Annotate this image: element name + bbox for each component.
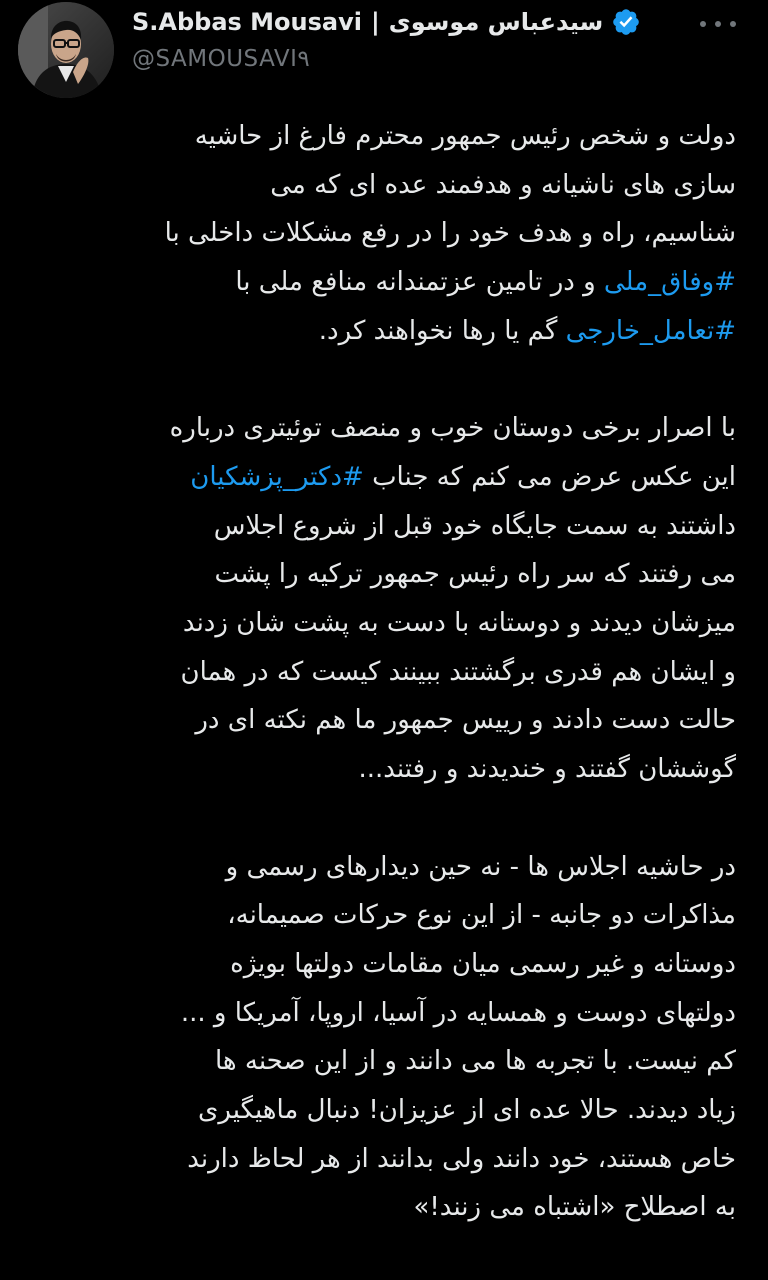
tweet-line: کم نیست. با تجربه ها می دانند و از این صحنه ها (215, 1046, 736, 1077)
tweet-line: داشتند به سمت جایگاه خود قبل از شروع اجلاس (213, 510, 736, 541)
avatar[interactable] (18, 2, 114, 98)
tweet-line: دولتهای دوست و همسایه در آسیا، اروپا، آمریکا و ... (180, 997, 736, 1028)
more-dots-icon (700, 21, 706, 27)
tweet-line: سازی های ناشیانه و هدفمند عده ای که می (270, 169, 736, 200)
more-dots-icon (730, 21, 736, 27)
tweet-text (30, 112, 736, 1232)
tweet-line: به اصطلاح «اشتباه می زنند!» (413, 1192, 736, 1223)
author-name-row[interactable] (132, 2, 641, 42)
tweet-text-segment: این عکس عرض می کنم که جناب (363, 461, 736, 492)
author-name-latin[interactable]: S.Abbas Mousavi (132, 8, 362, 36)
tweet-line: شناسیم، راه و هدف خود را در رفع مشکلات داخلی با (164, 218, 736, 249)
author-handle[interactable]: @SAMOUSAVI۹ (132, 46, 310, 72)
tweet-line: خاص هستند، خود دانند ولی بدانند از هر لحاظ دارند (187, 1143, 736, 1174)
more-dots-icon (715, 21, 721, 27)
hashtag-link[interactable]: #وفاق_ملی (603, 267, 736, 298)
tweet-paragraph-2 (30, 404, 736, 794)
tweet-line: و ایشان هم قدری برگشتند ببینند کیست که در همان (180, 656, 736, 687)
tweet-paragraph-3 (30, 843, 736, 1233)
tweet-header (0, 0, 768, 96)
tweet-line: حالت دست دادند و رییس جمهور ما هم نکته ای در (195, 705, 736, 736)
tweet-line: میزشان دیدند و دوستانه با دست به پشت شان زدند (182, 608, 736, 639)
tweet-text-segment: گم یا رها نخواهند کرد. (318, 315, 566, 346)
tweet-line (30, 258, 736, 307)
tweet-line: با اصرار برخی دوستان خوب و منصف توئیتری درباره (169, 413, 736, 444)
tweet-line: می رفتند که سر راه رئیس جمهور ترکیه را پشت (214, 559, 736, 590)
author-name-persian[interactable]: سیدعباس موسوی (388, 8, 604, 36)
name-separator: | (370, 8, 380, 36)
tweet-paragraph-1 (30, 112, 736, 356)
hashtag-link[interactable]: #دکتر_پزشکیان (190, 461, 364, 492)
tweet-text-segment: و در تامین عزتمندانه منافع ملی با (235, 267, 604, 298)
verified-badge-icon (611, 7, 641, 37)
tweet-line (30, 453, 736, 502)
tweet-line: در حاشیه اجلاس ها - نه حین دیدارهای رسمی و (225, 851, 736, 882)
tweet-line: مذاکرات دو جانبه - از این نوع حرکات صمیمانه، (227, 900, 736, 931)
tweet-line: دولت و شخص رئیس جمهور محترم فارغ از حاشیه (194, 121, 736, 151)
tweet-line: دوستانه و غیر رسمی میان مقامات دولتها بویژه (230, 948, 736, 979)
more-options-button[interactable] (700, 12, 736, 36)
tweet-line: گوششان گفتند و خندیدند و رفتند... (358, 754, 736, 785)
person-photo-icon (18, 2, 114, 98)
tweet-line (30, 307, 736, 356)
tweet-line: زیاد دیدند. حالا عده ای از عزیزان! دنبال ماهیگیری (198, 1095, 736, 1126)
hashtag-link[interactable]: #تعامل_خارجی (565, 315, 736, 346)
